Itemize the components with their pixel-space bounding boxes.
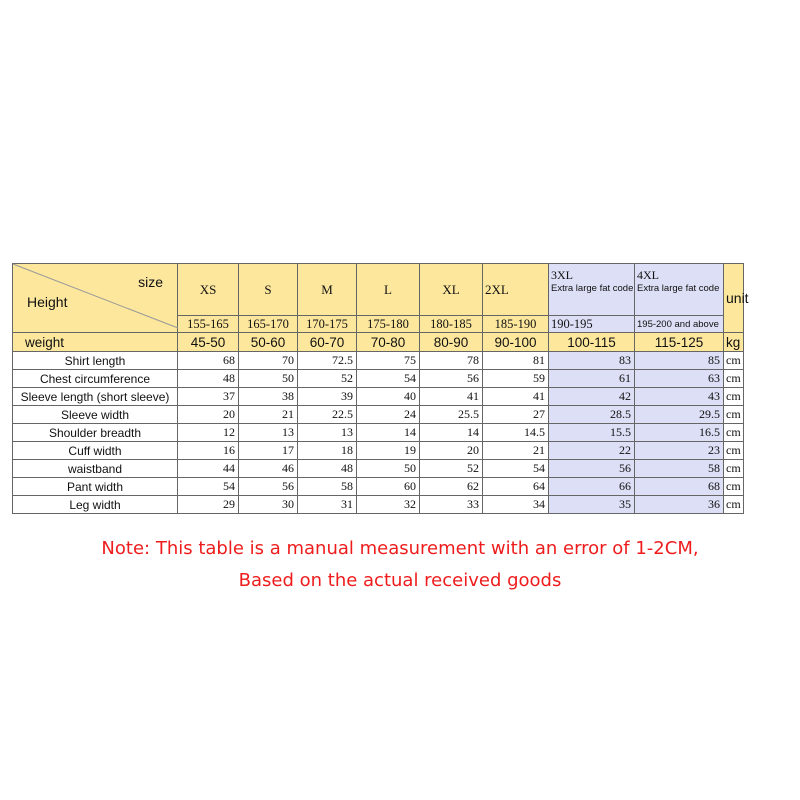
weight-range-2xl: 90-100 bbox=[483, 333, 549, 352]
table-row bbox=[13, 496, 744, 514]
weight-range-xl: 80-90 bbox=[420, 333, 483, 352]
measurement-label: Leg width bbox=[13, 496, 178, 514]
measurement-value: 28.5 bbox=[549, 406, 635, 424]
measurement-value: 56 bbox=[549, 460, 635, 478]
measurement-value: 72.5 bbox=[298, 352, 357, 370]
measurement-value: 54 bbox=[178, 478, 239, 496]
measurement-value: 25.5 bbox=[420, 406, 483, 424]
measurement-unit: cm bbox=[724, 424, 744, 442]
size-code-xl: XL bbox=[420, 264, 483, 316]
measurement-value: 38 bbox=[239, 388, 298, 406]
size-code-xs: XS bbox=[178, 264, 239, 316]
weight-label: weight bbox=[13, 333, 178, 352]
measurement-value: 56 bbox=[239, 478, 298, 496]
measurement-value: 21 bbox=[239, 406, 298, 424]
measurement-value: 58 bbox=[635, 460, 724, 478]
measurement-value: 63 bbox=[635, 370, 724, 388]
measurement-value: 61 bbox=[549, 370, 635, 388]
height-range-xl: 180-185 bbox=[420, 316, 483, 333]
measurement-value: 46 bbox=[239, 460, 298, 478]
measurement-value: 30 bbox=[239, 496, 298, 514]
measurement-value: 43 bbox=[635, 388, 724, 406]
measurement-label: Pant width bbox=[13, 478, 178, 496]
weight-range-4xl: 115-125 bbox=[635, 333, 724, 352]
size-code-m: M bbox=[298, 264, 357, 316]
measurement-value: 37 bbox=[178, 388, 239, 406]
measurement-value: 52 bbox=[298, 370, 357, 388]
measurement-value: 58 bbox=[298, 478, 357, 496]
table-row bbox=[13, 352, 744, 370]
measurement-value: 18 bbox=[298, 442, 357, 460]
measurement-label: Cuff width bbox=[13, 442, 178, 460]
measurement-unit: cm bbox=[724, 406, 744, 424]
measurement-value: 16.5 bbox=[635, 424, 724, 442]
size-code-s: S bbox=[239, 264, 298, 316]
measurement-value: 83 bbox=[549, 352, 635, 370]
measurement-unit: cm bbox=[724, 370, 744, 388]
measurement-value: 16 bbox=[178, 442, 239, 460]
measurement-value: 75 bbox=[357, 352, 420, 370]
unit-header: unit bbox=[724, 264, 744, 333]
measurement-value: 24 bbox=[357, 406, 420, 424]
weight-range-m: 60-70 bbox=[298, 333, 357, 352]
measurement-value: 13 bbox=[239, 424, 298, 442]
measurement-value: 68 bbox=[178, 352, 239, 370]
measurement-label: Shirt length bbox=[13, 352, 178, 370]
measurement-value: 35 bbox=[549, 496, 635, 514]
measurement-value: 32 bbox=[357, 496, 420, 514]
measurement-value: 54 bbox=[483, 460, 549, 478]
weight-range-3xl: 100-115 bbox=[549, 333, 635, 352]
measurement-unit: cm bbox=[724, 442, 744, 460]
measurement-value: 78 bbox=[420, 352, 483, 370]
weight-range-l: 70-80 bbox=[357, 333, 420, 352]
measurement-value: 17 bbox=[239, 442, 298, 460]
measurement-value: 48 bbox=[298, 460, 357, 478]
corner-size-label: size bbox=[138, 274, 163, 290]
size-chart-table bbox=[12, 263, 749, 514]
measurement-value: 62 bbox=[420, 478, 483, 496]
weight-range-xs: 45-50 bbox=[178, 333, 239, 352]
measurement-value: 20 bbox=[178, 406, 239, 424]
measurement-value: 41 bbox=[483, 388, 549, 406]
measurement-value: 70 bbox=[239, 352, 298, 370]
table-row bbox=[13, 460, 744, 478]
measurement-value: 14 bbox=[420, 424, 483, 442]
size-code-4xl bbox=[635, 264, 724, 316]
measurement-value: 34 bbox=[483, 496, 549, 514]
note-line-1: Note: This table is a manual measurement with an error of 1-2CM, bbox=[101, 538, 699, 559]
measurement-value: 50 bbox=[239, 370, 298, 388]
measurement-value: 15.5 bbox=[549, 424, 635, 442]
measurement-value: 29 bbox=[178, 496, 239, 514]
measurement-unit: cm bbox=[724, 478, 744, 496]
table-row bbox=[13, 388, 744, 406]
measurement-value: 12 bbox=[178, 424, 239, 442]
table-row bbox=[13, 478, 744, 496]
measurement-value: 14.5 bbox=[483, 424, 549, 442]
measurement-value: 52 bbox=[420, 460, 483, 478]
measurement-value: 66 bbox=[549, 478, 635, 496]
measurement-value: 13 bbox=[298, 424, 357, 442]
table-row bbox=[13, 424, 744, 442]
size-code-row bbox=[13, 264, 744, 316]
weight-row bbox=[13, 333, 744, 352]
height-range-xs: 155-165 bbox=[178, 316, 239, 333]
size-code-2xl: 2XL bbox=[483, 264, 549, 316]
note-line-2: Based on the actual received goods bbox=[238, 570, 562, 591]
height-range-2xl: 185-190 bbox=[483, 316, 549, 333]
weight-unit: kg bbox=[724, 333, 744, 352]
measurement-value: 36 bbox=[635, 496, 724, 514]
measurement-value: 33 bbox=[420, 496, 483, 514]
measurement-value: 29.5 bbox=[635, 406, 724, 424]
measurement-value: 20 bbox=[420, 442, 483, 460]
measurement-value: 23 bbox=[635, 442, 724, 460]
height-range-l: 175-180 bbox=[357, 316, 420, 333]
measurement-label: Shoulder breadth bbox=[13, 424, 178, 442]
header-corner-cell bbox=[13, 264, 178, 333]
measurement-value: 60 bbox=[357, 478, 420, 496]
measurement-value: 50 bbox=[357, 460, 420, 478]
size-code-l: L bbox=[357, 264, 420, 316]
measurement-label: waistband bbox=[13, 460, 178, 478]
measurement-value: 14 bbox=[357, 424, 420, 442]
measurement-label: Sleeve width bbox=[13, 406, 178, 424]
measurement-value: 31 bbox=[298, 496, 357, 514]
weight-range-s: 50-60 bbox=[239, 333, 298, 352]
height-range-s: 165-170 bbox=[239, 316, 298, 333]
corner-height-label: Height bbox=[27, 294, 68, 310]
measurement-value: 68 bbox=[635, 478, 724, 496]
size-code-3xl bbox=[549, 264, 635, 316]
measurement-value: 41 bbox=[420, 388, 483, 406]
height-range-m: 170-175 bbox=[298, 316, 357, 333]
measurement-value: 21 bbox=[483, 442, 549, 460]
size-code-3xl-sub: Extra large fat code bbox=[551, 283, 634, 294]
measurement-value: 44 bbox=[178, 460, 239, 478]
height-range-4xl: 195-200 and above bbox=[635, 316, 724, 333]
size-code-3xl-label: 3XL bbox=[551, 268, 573, 282]
measurement-value: 64 bbox=[483, 478, 549, 496]
height-range-3xl: 190-195 bbox=[549, 316, 635, 333]
measurement-value: 56 bbox=[420, 370, 483, 388]
measurement-unit: cm bbox=[724, 496, 744, 514]
measurement-value: 48 bbox=[178, 370, 239, 388]
measurement-value: 19 bbox=[357, 442, 420, 460]
measurement-value: 42 bbox=[549, 388, 635, 406]
measurement-value: 22.5 bbox=[298, 406, 357, 424]
measurement-unit: cm bbox=[724, 460, 744, 478]
measurement-value: 81 bbox=[483, 352, 549, 370]
table-row bbox=[13, 370, 744, 388]
measurement-label: Sleeve length (short sleeve) bbox=[13, 388, 178, 406]
measurement-unit: cm bbox=[724, 388, 744, 406]
size-code-4xl-label: 4XL bbox=[637, 268, 659, 282]
measurement-value: 27 bbox=[483, 406, 549, 424]
measurement-value: 22 bbox=[549, 442, 635, 460]
measurement-value: 54 bbox=[357, 370, 420, 388]
measurement-unit: cm bbox=[724, 352, 744, 370]
table-row bbox=[13, 442, 744, 460]
measurement-value: 59 bbox=[483, 370, 549, 388]
size-code-4xl-sub: Extra large fat code bbox=[637, 283, 720, 294]
measurement-value: 85 bbox=[635, 352, 724, 370]
measurement-value: 39 bbox=[298, 388, 357, 406]
measurement-label: Chest circumference bbox=[13, 370, 178, 388]
measurement-value: 40 bbox=[357, 388, 420, 406]
table-row bbox=[13, 406, 744, 424]
